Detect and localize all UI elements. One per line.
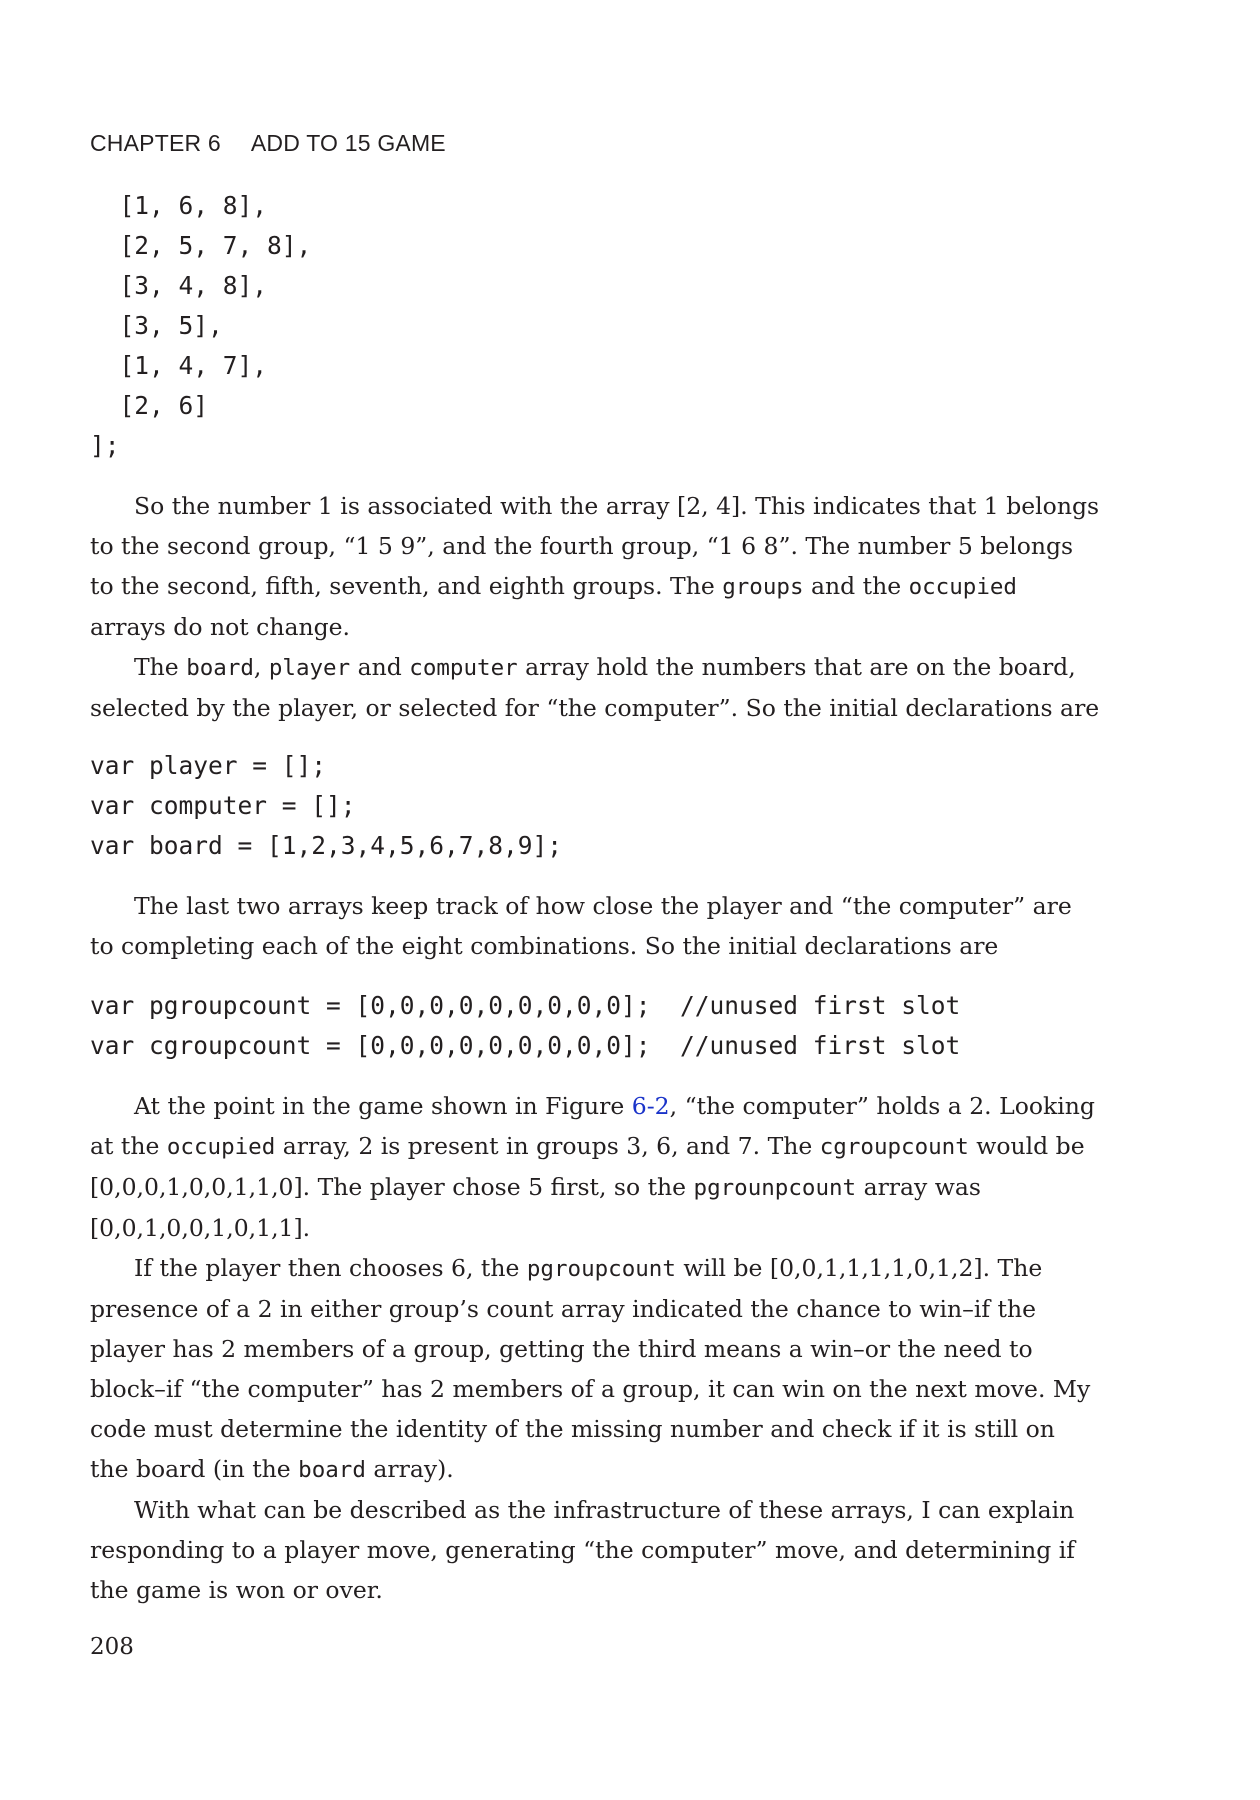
code-block-occupied-array: [1, 6, 8], [2, 5, 7, 8], [3, 4, 8], [3, 5], [1, 4, 7], [2, 6] ]; xyxy=(90,191,312,460)
chapter-label: CHAPTER 6 xyxy=(90,130,221,156)
paragraph-infrastructure: With what can be described as the infrastructure of these arrays, I can explain responding to a player move, generating “the computer” move, and determining if the game is won or over. xyxy=(90,1496,1076,1604)
paragraph-win-or-block: If the player then chooses 6, the pgroupcount will be [0,0,1,1,1,1,0,1,2]. The presence of a 2 in either group’s count array indicated the chance to win–if the player has 2 members of a group, getting the third means a win–or the need to block–if “the computer” has 2 members of a group, it can win on the next move. My code must determine the identity of the missing number and check if it is still on the board (in the board array). xyxy=(90,1254,1091,1483)
book-page xyxy=(90,0,1100,1800)
inline-code: pgroupcount xyxy=(526,1256,676,1282)
paragraph-board-arrays: The board, player and computer array hold the numbers that are on the board, selected by the player, or selected for “the computer”. So the initial declarations are xyxy=(90,653,1100,722)
paragraph-figure-example: At the point in the game shown in Figure 6-2, “the computer” holds a 2. Looking at the occupied array, 2 is present in groups 3, 6, and 7. The cgroupcount would be [0,0,0,1,0,0,1,1,0]. The player chose 5 first, so the pgrounpcount array was [0,0,1,0,0,1,0,1,1]. xyxy=(90,1092,1095,1242)
figure-link[interactable]: 6-2 xyxy=(631,1092,670,1120)
inline-code: cgroupcount xyxy=(819,1134,969,1160)
inline-code: computer xyxy=(409,655,518,681)
text-section-arrays xyxy=(90,486,1100,728)
text-section-groupcounts-intro xyxy=(90,886,1100,966)
code-block-groupcounts: var pgroupcount = [0,0,0,0,0,0,0,0,0]; //unused first slot var cgroupcount = [0,0,0,0,0,0,0,0,0]; //unused first slot xyxy=(90,991,961,1060)
inline-code: player xyxy=(268,655,351,681)
page-number: 208 xyxy=(90,1634,134,1660)
inline-code: occupied xyxy=(166,1134,276,1160)
code-block-declarations: var player = []; var computer = []; var board = [1,2,3,4,5,6,7,8,9]; xyxy=(90,751,563,860)
inline-code: occupied xyxy=(908,574,1017,600)
text-section-game-example xyxy=(90,1086,1100,1610)
paragraph-number-association: So the number 1 is associated with the array [2, 4]. This indicates that 1 belongs to the second group, “1 5 9”, and the fourth group, “1 6 8”. The number 5 belongs to the second, fifth, seventh, and eighth groups. The groups and the occupied arrays do not change. xyxy=(90,492,1100,641)
inline-code: board xyxy=(186,655,254,681)
chapter-title: ADD TO 15 GAME xyxy=(250,130,446,156)
inline-code: groups xyxy=(722,574,804,600)
paragraph-last-two-arrays: The last two arrays keep track of how close the player and “the computer” are to completing each of the eight combinations. So the initial declarations are xyxy=(90,892,1072,960)
inline-code: pgrounpcount xyxy=(693,1175,857,1201)
inline-code: board xyxy=(298,1457,366,1483)
running-header xyxy=(90,130,446,157)
